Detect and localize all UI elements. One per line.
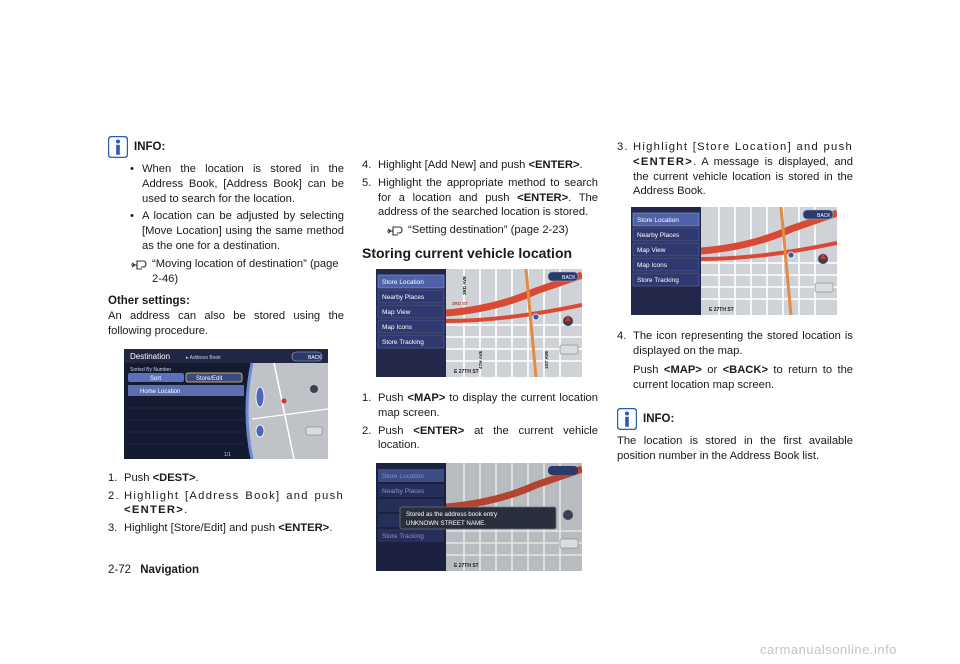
home-location-label: Home Location [140,388,181,395]
info-text: The location is stored in the first available position number in the Address Book list. [617,435,853,463]
scale-icon [560,539,578,548]
street-label-e27th: E 27TH ST [709,307,734,314]
scale-icon [815,283,833,292]
menu-map-view-label: Map View [637,247,666,255]
street-label-e27th: E 27TH ST [454,368,479,375]
step-2: 2. Highlight [Address Book] and push <ENTER>. [108,489,344,517]
info-bullet-2: • A location can be adjusted by selecting [Move Location] using the same method as the one for a destination. [108,209,344,253]
watermark: carmanualsonline.info [760,642,897,657]
menu-nearby-places-label: Nearby Places [382,293,425,301]
reference-arrow-icon [386,224,404,238]
step-1: 1. Push <DEST>. [108,471,199,484]
info-icon [617,408,637,430]
menu-store-tracking-label: Store Tracking [382,533,424,541]
vehicle-icon [533,314,539,320]
page-indicator: 1/1 [224,451,231,458]
menu-store-tracking-label: Store Tracking [637,277,679,285]
cross-reference-text: “Moving location of destination” (page 2-46) [152,257,339,285]
back-button-label: BACK [817,213,831,220]
back-button[interactable] [548,466,578,475]
info-header [108,136,344,158]
back-button-label: BACK [562,274,576,281]
info-label: INFO: [134,140,166,153]
menu-store-location-label: Store Location [382,278,424,286]
reference-arrow-icon [130,258,148,272]
screen-title: Destination [130,351,171,361]
cross-reference [130,257,344,287]
vehicle-icon [788,252,794,258]
section-name: Navigation [140,564,200,576]
step-4: 4. The icon representing the stored location is displayed on the map. [617,330,853,357]
column-3 [617,140,853,464]
menu-map-icons-label: Map Icons [382,323,412,331]
location-pin-icon [282,398,287,403]
step-4: 4. Highlight [Add New] and push <ENTER>. [362,159,583,171]
scale-icon [306,427,322,435]
street-label-3rd-st: 3RD ST [452,300,469,306]
step-5: 5. Highlight the appropriate method to search for a location and push <ENTER>. The address of the searched location is stored. [362,176,599,219]
scroll-down-button[interactable] [256,425,264,437]
step-4-push: Push <MAP> or <BACK> to return to the current location map screen. [633,363,854,391]
other-settings-text: An address can also be stored using the following procedure. [108,310,344,337]
step-3: 3. Highlight [Store/Edit] and push <ENTER>. [108,522,333,535]
info-icon [108,136,128,158]
section-heading: Storing current vehicle location [362,245,573,262]
column-1 [108,140,344,539]
back-button-label: BACK [308,354,322,361]
stored-message-screenshot [376,463,582,571]
page-footer [108,564,199,576]
screen-breadcrumb: ▸ Address Book [186,354,221,361]
step-1: 1. Push <MAP> to display the current location map screen. [362,391,598,419]
map-menu-screenshot [376,269,582,377]
cross-reference-text: “Setting destination” (page 2-23) [408,224,569,237]
address-book-screenshot [124,349,328,459]
street-label-3rd-ave: 3RD AVE [462,275,467,295]
stored-message-line-1: Stored as the address book entry [406,511,498,519]
stored-message-line-2: UNKNOWN STREET NAME. [406,520,486,528]
menu-store-location-label: Store Location [637,217,679,225]
street-label-e27th: E 27TH ST [454,563,479,570]
scroll-up-button[interactable] [256,387,264,407]
store-edit-button-label: Store/Edit [196,375,223,382]
sorted-by-label: Sorted By Number [130,366,172,373]
menu-store-tracking-label: Store Tracking [382,338,424,346]
cross-reference [386,223,598,238]
compass-icon [310,385,318,393]
compass-icon [563,510,573,520]
info-label: INFO: [643,412,675,425]
sort-button-label: Sort [150,375,162,382]
store-location-screenshot [631,207,837,315]
menu-map-view-label: Map View [382,308,411,316]
menu-nearby-places-label: Nearby Places [382,488,425,496]
street-label-1st-ave: 1ST AVE [544,350,549,369]
scale-icon [560,345,578,354]
menu-store-location-label: Store Location [382,473,424,481]
step-3: 3. Highlight [Store Location] and push <ENTER>. A message is displayed, and the current vehicle location is stored in the Address Book. [617,141,853,198]
menu-nearby-places-label: Nearby Places [637,232,680,240]
menu-map-icons-label: Map Icons [637,262,667,270]
step-2: 2. Push <ENTER> at the current vehicle location. [362,424,598,452]
street-label-4th-ave: 4TH AVE [478,350,483,369]
info-bullet-1: • When the location is stored in the Address Book, [Address Book] can be used to search for the location. [108,162,344,206]
other-settings-heading: Other settings: [108,295,190,308]
column-2 [362,158,598,571]
page-number: 2-72 [108,564,132,576]
info-header [617,408,853,430]
